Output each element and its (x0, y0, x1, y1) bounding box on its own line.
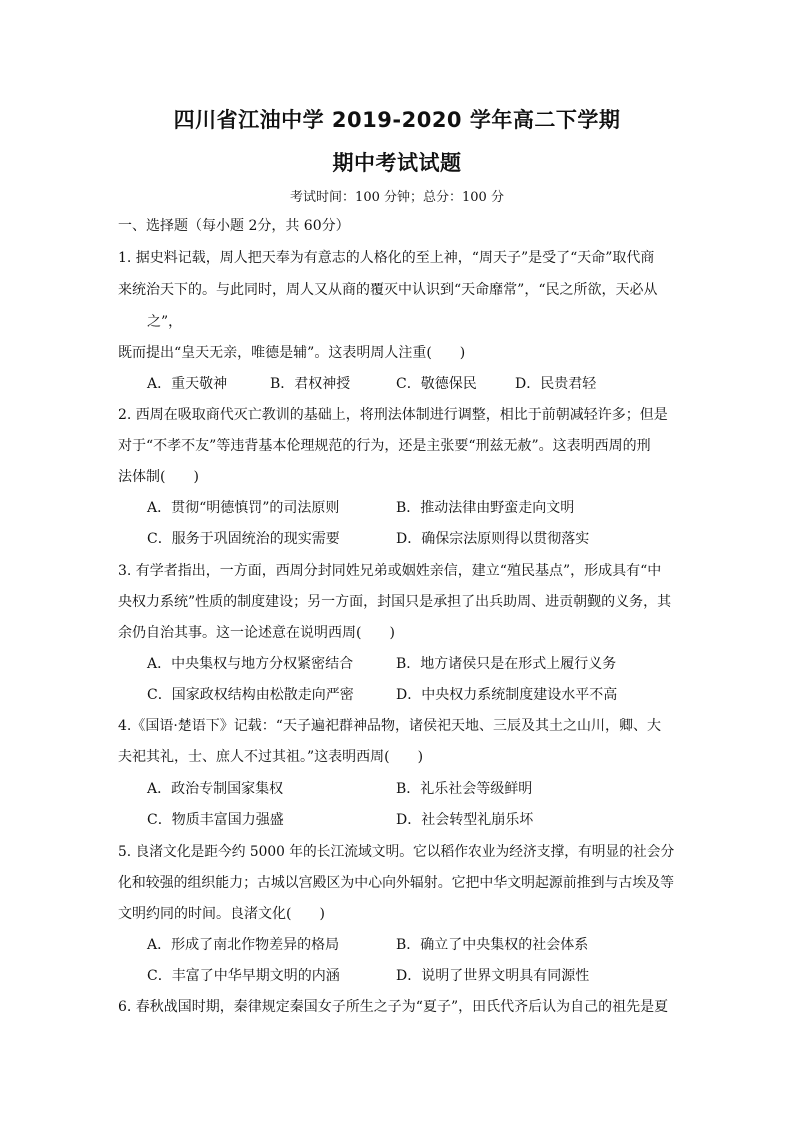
question-5-line-2: 化和较强的组织能力；古城以宫殿区为中心向外辐射。它把中华文明起源前推到与古埃及等 (118, 875, 675, 891)
question-4-option-b: B．礼乐社会等级鲜明 (396, 781, 533, 797)
question-2-line-1: 2. 西周在吸取商代灭亡教训的基础上，将刑法体制进行调整，相比于前朝减轻许多；但是 (118, 407, 668, 423)
question-3-line-1: 3. 有学者指出，一方面，西周分封同姓兄弟或姻姓亲信，建立“殖民基点”，形成具有“中 (118, 563, 662, 579)
question-5-option-a: A．形成了南北作物差异的格局 (147, 937, 340, 953)
question-3-option-a: A．中央集权与地方分权紧密结合 (147, 656, 354, 672)
question-1-line-4: 既而提出“皇天无亲，唯德是辅”。这表明周人注重( ) (118, 345, 466, 361)
question-3-line-2: 央权力系统”性质的制度建设；另一方面，封国只是承担了出兵助周、进贡朝觐的义务，其 (118, 594, 672, 610)
question-1-option-d: D．民贵君轻 (515, 376, 597, 392)
question-5-option-b: B．确立了中央集权的社会体系 (396, 937, 589, 953)
section-heading: 一、选择题（每小题 2分，共 60分） (118, 218, 350, 234)
question-2-line-3: 法体制( ) (118, 469, 199, 485)
question-4-line-2: 夫祀其礼，士、庶人不过其祖。”这表明西周( ) (118, 749, 424, 765)
question-6-line-1: 6. 春秋战国时期，秦律规定秦国女子所生之子为“夏子”，田氏代齐后认为自己的祖先是夏 (118, 999, 669, 1015)
question-5-option-d: D．说明了世界文明具有同源性 (396, 968, 590, 984)
question-2-option-b: B．推动法律由野蛮走向文明 (396, 500, 575, 516)
question-4-option-d: D．社会转型礼崩乐坏 (396, 812, 534, 828)
question-2-line-2: 对于“不孝不友”等违背基本伦理规范的行为，还是主张要“刑兹无赦”。这表明西周的刑 (118, 438, 651, 454)
question-3-option-b: B．地方诸侯只是在形式上履行义务 (396, 656, 617, 672)
question-4-line-1: 4.《国语·楚语下》记载：“天子遍祀群神品物，诸侯祀天地、三辰及其土之山川，卿、大 (118, 718, 661, 734)
exam-subtitle: 期中考试试题 (332, 151, 462, 175)
question-1-option-c: C．敬德保民 (396, 376, 477, 392)
question-1-line-1: 1. 据史料记载，周人把天奉为有意志的人格化的至上神，“周天子”是受了“天命”取代商 (118, 250, 655, 266)
question-3-option-c: C．国家政权结构由松散走向严密 (147, 687, 354, 703)
question-5-line-3: 文明约同的时间。良渚文化( ) (118, 906, 325, 922)
question-2-option-c: C．服务于巩固统治的现实需要 (147, 531, 340, 547)
question-3-option-d: D．中央权力系统制度建设水平不高 (396, 687, 618, 703)
question-4-option-a: A．政治专制国家集权 (147, 781, 284, 797)
question-2-option-d: D．确保宗法原则得以贯彻落实 (396, 531, 590, 547)
question-5-option-c: C．丰富了中华早期文明的内涵 (147, 968, 340, 984)
question-4-option-c: C．物质丰富国力强盛 (147, 812, 284, 828)
question-1-line-2: 来统治天下的。与此同时，周人又从商的覆灭中认识到“天命靡常”，“民之所欲，天必从 (118, 282, 658, 298)
exam-meta: 考试时间：100 分钟；总分：100 分 (290, 190, 504, 205)
question-3-line-3: 余仍自治其事。这一论述意在说明西周( ) (118, 625, 395, 641)
question-2-option-a: A．贯彻“明德慎罚”的司法原则 (147, 500, 340, 516)
exam-title: 四川省江油中学 2019-2020 学年高二下学期 (173, 108, 621, 132)
question-1-line-3: 之”， (147, 314, 183, 330)
question-5-line-1: 5. 良渚文化是距今约 5000 年的长江流域文明。它以稻作农业为经济支撑，有明显的社会分 (118, 844, 675, 860)
question-1-option-b: B．君权神授 (270, 376, 351, 392)
question-1-option-a: A．重天敬神 (147, 376, 228, 392)
